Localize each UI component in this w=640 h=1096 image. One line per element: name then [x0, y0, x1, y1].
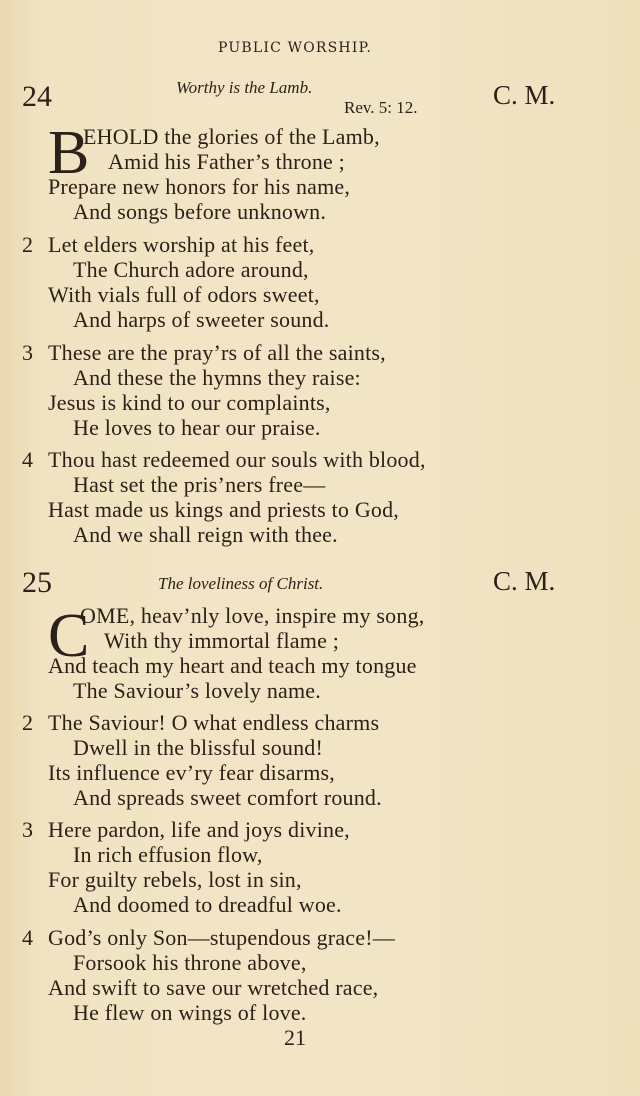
hymn-line: Hast made us kings and priests to God,	[48, 497, 400, 522]
hymn-line: Its influence ev’ry fear disarms,	[48, 760, 335, 785]
hymn-line: And swift to save our wretched race,	[48, 975, 379, 1000]
hymn-line: Jesus is kind to our complaints,	[48, 390, 331, 415]
verse-number: 4	[22, 447, 33, 472]
hymn-line: He flew on wings of love.	[73, 1000, 307, 1025]
hymn-meter: C. M.	[493, 80, 556, 110]
hymn-line: Dwell in the blissful sound!	[73, 735, 324, 760]
hymn-line: With vials full of odors sweet,	[48, 282, 320, 307]
verse-number: 3	[22, 817, 33, 842]
hymn-line: For guilty rebels, lost in sin,	[48, 867, 302, 892]
hymn-line: And songs before unknown.	[73, 199, 327, 224]
hymn-line: Amid his Father’s throne ;	[108, 149, 345, 174]
hymn-line: Hast set the pris’ners free—	[73, 472, 326, 497]
hymn-line: Here pardon, life and joys divine,	[48, 817, 350, 842]
hymn-line: Thou hast redeemed our souls with blood,	[48, 447, 426, 472]
hymn-line: And harps of sweeter sound.	[73, 307, 330, 332]
hymn-line: The Saviour’s lovely name.	[73, 678, 321, 703]
hymn-line: OME, heav’nly love, inspire my song,	[80, 603, 425, 628]
hymn-line: And doomed to dreadful woe.	[73, 892, 342, 917]
verse-number: 2	[22, 710, 33, 735]
hymn-line: He loves to hear our praise.	[73, 415, 321, 440]
hymn-line: The Church adore around,	[73, 257, 309, 282]
running-head: PUBLIC WORSHIP.	[217, 40, 373, 56]
hymn-line: And we shall reign with thee.	[73, 522, 338, 547]
drop-cap: C	[48, 602, 90, 670]
hymn-line: God’s only Son—stupendous grace!—	[48, 925, 395, 950]
hymn-line: And teach my heart and teach my tongue	[48, 653, 417, 678]
hymn-line: In rich effusion flow,	[73, 842, 263, 867]
hymn-line: And spreads sweet comfort round.	[73, 785, 382, 810]
hymn-number: 25	[22, 566, 52, 599]
verse-number: 4	[22, 925, 33, 950]
verse-number: 3	[22, 340, 33, 365]
hymn-line: Forsook his throne above,	[73, 950, 307, 975]
hymn-line: These are the pray’rs of all the saints,	[48, 340, 386, 365]
hymn-title: The loveliness of Christ.	[158, 574, 324, 593]
hymn-line: EHOLD the glories of the Lamb,	[83, 124, 380, 149]
hymn-number: 24	[22, 80, 52, 113]
drop-cap: B	[48, 119, 90, 187]
hymn-line: With thy immortal flame ;	[104, 628, 340, 653]
hymn-line: Let elders worship at his feet,	[48, 232, 315, 257]
hymn-line: The Saviour! O what endless charms	[48, 710, 380, 735]
verse-number: 2	[22, 232, 33, 257]
hymn-line: Prepare new honors for his name,	[48, 174, 351, 199]
scripture-reference: Rev. 5: 12.	[344, 98, 418, 117]
hymn-meter: C. M.	[493, 566, 556, 596]
page-number: 21	[284, 1025, 306, 1050]
hymn-title: Worthy is the Lamb.	[176, 78, 313, 97]
hymn-line: And these the hymns they raise:	[73, 365, 361, 390]
